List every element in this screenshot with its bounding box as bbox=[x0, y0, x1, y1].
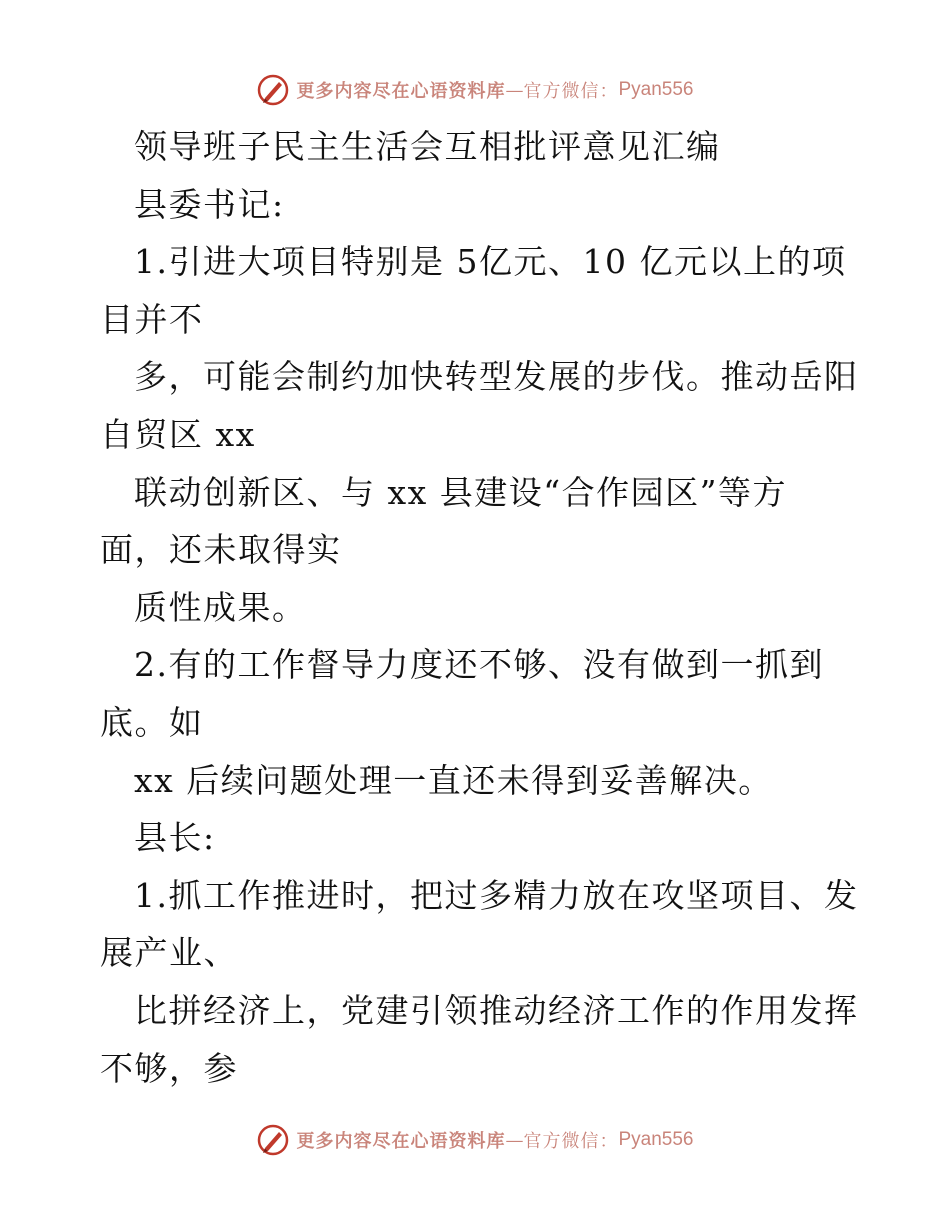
text-line: 多，可能会制约加快转型发展的步伐。推动岳阳 bbox=[134, 357, 859, 397]
text-line: 底。如 bbox=[100, 702, 204, 742]
text-line: 县长: bbox=[134, 818, 216, 858]
text-line: xx 后续问题处理一直还未得到妥善解决。 bbox=[134, 760, 773, 800]
header-watermark bbox=[0, 70, 950, 110]
text-line: 领导班子民主生活会互相批评意见汇编 bbox=[134, 127, 721, 166]
banner-sub-text: 官方微信： bbox=[523, 1131, 619, 1152]
banner-main-text: 更多内容尽在心语资料库 bbox=[296, 1131, 506, 1152]
text-line: 县委书记: bbox=[134, 184, 285, 224]
banner-sub-text: 官方微信： bbox=[523, 81, 619, 102]
banner-main-text: 更多内容尽在心语资料库 bbox=[296, 81, 506, 102]
text-line: 1.引进大项目特别是 5亿元、10 亿元以上的项 bbox=[134, 242, 847, 282]
pen-logo-icon bbox=[256, 1123, 290, 1157]
footer-watermark bbox=[0, 1120, 950, 1160]
pen-logo-icon bbox=[256, 73, 290, 107]
banner-wechat-id: Pyan556 bbox=[618, 79, 694, 100]
text-line: 自贸区 xx bbox=[100, 414, 256, 454]
text-line: 面，还未取得实 bbox=[100, 530, 342, 570]
text-line: 展产业、 bbox=[100, 933, 238, 973]
text-line: 比拼经济上，党建引领推动经济工作的作用发挥 bbox=[134, 990, 859, 1030]
document-body bbox=[100, 118, 860, 1097]
text-line: 目并不 bbox=[100, 299, 204, 339]
banner-dash: — bbox=[505, 1129, 524, 1151]
text-line: 2.有的工作督导力度还不够、没有做到一抓到 bbox=[134, 645, 824, 685]
text-line: 1.抓工作推进时，把过多精力放在攻坚项目、发 bbox=[134, 875, 859, 915]
banner-wechat-id: Pyan556 bbox=[618, 1129, 694, 1150]
text-line: 不够，参 bbox=[100, 1048, 238, 1088]
text-line: 质性成果。 bbox=[134, 587, 307, 627]
text-line: 联动创新区、与 xx 县建设“合作园区”等方 bbox=[134, 472, 787, 512]
banner-dash: — bbox=[505, 79, 524, 101]
